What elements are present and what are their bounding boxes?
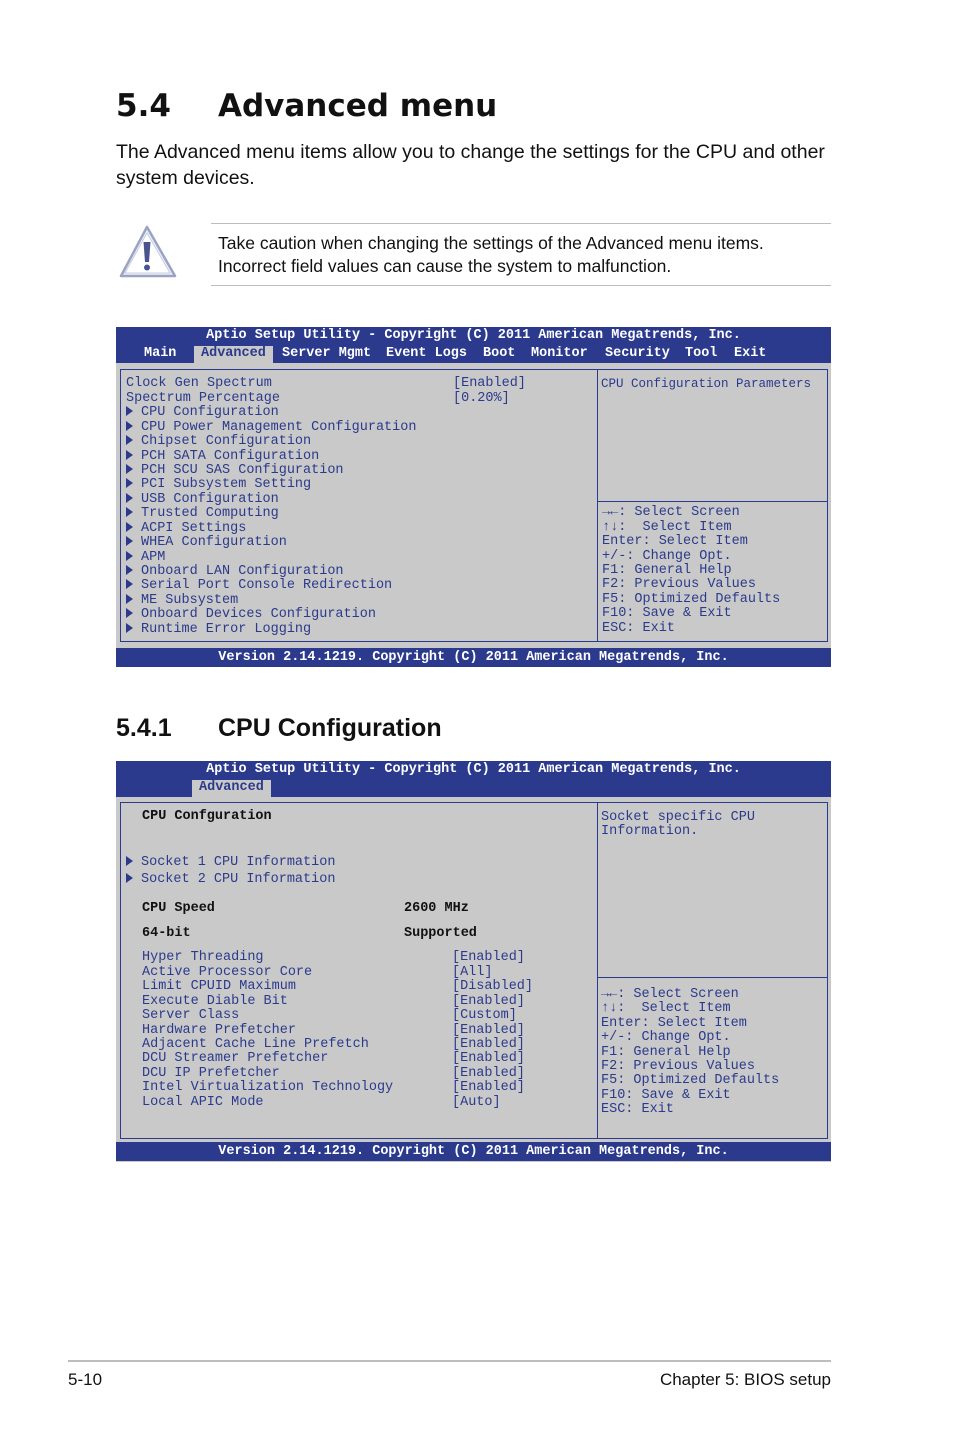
arrow-right-icon: [126, 507, 133, 517]
help-text: Information.: [601, 824, 699, 839]
bios-help-panel: [597, 802, 828, 1139]
footer-rule: [68, 1360, 831, 1362]
caution-bottom-rule: [211, 285, 831, 286]
setting-label[interactable]: Execute Diable Bit: [142, 994, 288, 1009]
setting-value[interactable]: [Custom]: [452, 1008, 517, 1023]
key-hint: F2: Previous Values: [602, 577, 756, 592]
arrow-right-icon: [126, 608, 133, 618]
setting-value[interactable]: [Enabled]: [453, 376, 526, 391]
submenu-item[interactable]: APM: [126, 551, 165, 565]
key-hint: F5: Optimized Defaults: [602, 592, 781, 607]
bios-help-panel: [597, 369, 828, 642]
subsection-title-text: CPU Configuration: [218, 714, 442, 742]
section-number: 5.4: [116, 88, 171, 124]
setting-value[interactable]: [0.20%]: [453, 391, 510, 406]
tab-security[interactable]: Security: [605, 346, 670, 361]
setting-value[interactable]: [Enabled]: [452, 1037, 525, 1052]
info-label: 64-bit: [142, 926, 191, 941]
page-number: 5-10: [68, 1370, 103, 1389]
bios-title-bar: Aptio Setup Utility - Copyright (C) 2011 American Megatrends, Inc.: [116, 761, 831, 779]
key-hint: Enter: Select Item: [602, 534, 748, 549]
warning-triangle-icon: [118, 224, 178, 280]
help-separator: [598, 501, 827, 502]
caution-text: Take caution when changing the settings of the Advanced menu items. Incorrect field values can cause the system to malfunction.: [218, 233, 764, 276]
key-hint: ↑↓: Select Item: [602, 520, 732, 535]
setting-label[interactable]: Local APIC Mode: [142, 1095, 264, 1110]
setting-label[interactable]: Limit CPUID Maximum: [142, 979, 296, 994]
section-title: [116, 88, 497, 124]
arrow-right-icon: [126, 856, 133, 866]
setting-label[interactable]: Intel Virtualization Technology: [142, 1080, 394, 1095]
submenu-item[interactable]: Onboard Devices Configuration: [126, 608, 376, 622]
arrow-right-icon: [126, 565, 133, 575]
bios-title-bar: Aptio Setup Utility - Copyright (C) 2011 American Megatrends, Inc.: [116, 327, 831, 345]
submenu-item[interactable]: Trusted Computing: [126, 507, 279, 521]
key-hint: ESC: Exit: [601, 1102, 674, 1117]
key-hint: F10: Save & Exit: [601, 1088, 731, 1103]
setting-label[interactable]: Clock Gen Spectrum: [126, 376, 272, 391]
arrow-right-icon: [126, 536, 133, 546]
setting-value[interactable]: [Disabled]: [452, 979, 534, 994]
key-hint: F1: General Help: [602, 563, 732, 578]
bios-main-panel: [120, 369, 598, 642]
key-hint: +/-: Change Opt.: [601, 1030, 731, 1045]
setting-value[interactable]: [Enabled]: [452, 1080, 525, 1095]
setting-label[interactable]: Hardware Prefetcher: [142, 1023, 296, 1038]
info-value: Supported: [404, 926, 477, 941]
tab-event-logs[interactable]: Event Logs: [386, 346, 468, 361]
info-label: CPU Speed: [142, 901, 215, 916]
caution-top-rule: [211, 223, 831, 224]
bios-menu-bar: [116, 345, 831, 363]
tab-monitor[interactable]: Monitor: [531, 346, 588, 361]
bios-cpu-config-screen: [116, 761, 831, 1162]
bios-main-panel: [120, 802, 598, 1139]
tab-tool[interactable]: Tool: [685, 346, 718, 361]
setting-label[interactable]: Hyper Threading: [142, 950, 264, 965]
key-hint: →←: Select Screen: [602, 505, 740, 520]
bios-menu-bar: [116, 779, 831, 797]
setting-value[interactable]: [Enabled]: [452, 950, 525, 965]
submenu-item[interactable]: CPU Power Management Configuration: [126, 421, 416, 435]
key-hint: +/-: Change Opt.: [602, 549, 732, 564]
submenu-item[interactable]: Socket 1 CPU Information: [126, 856, 335, 870]
tab-advanced[interactable]: Advanced: [192, 780, 271, 797]
key-hint: →←: Select Screen: [601, 987, 739, 1002]
setting-value[interactable]: [Enabled]: [452, 1023, 525, 1038]
arrow-right-icon: [126, 623, 133, 633]
arrow-right-icon: [126, 406, 133, 416]
arrow-right-icon: [126, 594, 133, 604]
key-hint: Enter: Select Item: [601, 1016, 747, 1031]
help-separator: [598, 977, 827, 978]
setting-label[interactable]: DCU IP Prefetcher: [142, 1066, 280, 1081]
setting-value[interactable]: [Enabled]: [452, 994, 525, 1009]
setting-value[interactable]: [Auto]: [452, 1095, 501, 1110]
setting-value[interactable]: [All]: [452, 965, 493, 980]
setting-label[interactable]: Spectrum Percentage: [126, 391, 280, 406]
arrow-right-icon: [126, 478, 133, 488]
key-hint: F2: Previous Values: [601, 1059, 755, 1074]
setting-label[interactable]: DCU Streamer Prefetcher: [142, 1051, 329, 1066]
chapter-label: Chapter 5: BIOS setup: [659, 1370, 831, 1389]
tab-main[interactable]: Main: [144, 346, 177, 361]
key-hint: F10: Save & Exit: [602, 606, 732, 621]
panel-heading: CPU Confguration: [142, 809, 272, 824]
submenu-item[interactable]: ACPI Settings: [126, 522, 246, 536]
info-value: 2600 MHz: [404, 901, 469, 916]
submenu-item[interactable]: PCH SCU SAS Configuration: [126, 464, 344, 478]
arrow-right-icon: [126, 579, 133, 589]
section-title-text: Advanced menu: [218, 88, 498, 124]
arrow-right-icon: [126, 493, 133, 503]
tab-exit[interactable]: Exit: [734, 346, 767, 361]
submenu-item[interactable]: Socket 2 CPU Information: [126, 873, 335, 887]
submenu-item[interactable]: WHEA Configuration: [126, 536, 287, 550]
submenu-item[interactable]: ME Subsystem: [126, 594, 238, 608]
tab-boot[interactable]: Boot: [483, 346, 516, 361]
setting-label[interactable]: Adjacent Cache Line Prefetch: [142, 1037, 369, 1052]
submenu-item[interactable]: Serial Port Console Redirection: [126, 579, 392, 593]
help-text: Socket specific CPU: [601, 810, 755, 825]
submenu-item[interactable]: PCH SATA Configuration: [126, 450, 319, 464]
bios-advanced-screen: [116, 327, 831, 667]
key-hint: ↑↓: Select Item: [601, 1001, 731, 1016]
arrow-right-icon: [126, 421, 133, 431]
tab-server-mgmt[interactable]: Server Mgmt: [282, 346, 372, 361]
section-intro: The Advanced menu items allow you to change the settings for the CPU and other system devices.: [116, 141, 825, 189]
arrow-right-icon: [126, 551, 133, 561]
submenu-item[interactable]: Onboard LAN Configuration: [126, 565, 344, 579]
arrow-right-icon: [126, 464, 133, 474]
help-text: CPU Configuration Parameters: [601, 377, 812, 391]
submenu-item[interactable]: USB Configuration: [126, 493, 279, 507]
submenu-item[interactable]: PCI Subsystem Setting: [126, 478, 311, 492]
bios-footer: Version 2.14.1219. Copyright (C) 2011 American Megatrends, Inc.: [116, 1142, 831, 1161]
arrow-right-icon: [126, 522, 133, 532]
submenu-item[interactable]: Runtime Error Logging: [126, 623, 311, 637]
arrow-right-icon: [126, 873, 133, 883]
subsection-number: 5.4.1: [116, 714, 172, 742]
setting-label[interactable]: Active Processor Core: [142, 965, 313, 980]
setting-label[interactable]: Server Class: [142, 1008, 240, 1023]
subsection-title: [116, 714, 442, 743]
tab-advanced[interactable]: Advanced: [194, 346, 273, 363]
key-hint: F5: Optimized Defaults: [601, 1073, 780, 1088]
setting-value[interactable]: [Enabled]: [452, 1066, 525, 1081]
key-hint: ESC: Exit: [602, 621, 675, 636]
submenu-item[interactable]: CPU Configuration: [126, 406, 279, 420]
arrow-right-icon: [126, 450, 133, 460]
submenu-item[interactable]: Chipset Configuration: [126, 435, 311, 449]
key-hint: F1: General Help: [601, 1045, 731, 1060]
bios-footer: Version 2.14.1219. Copyright (C) 2011 American Megatrends, Inc.: [116, 648, 831, 667]
setting-value[interactable]: [Enabled]: [452, 1051, 525, 1066]
arrow-right-icon: [126, 435, 133, 445]
